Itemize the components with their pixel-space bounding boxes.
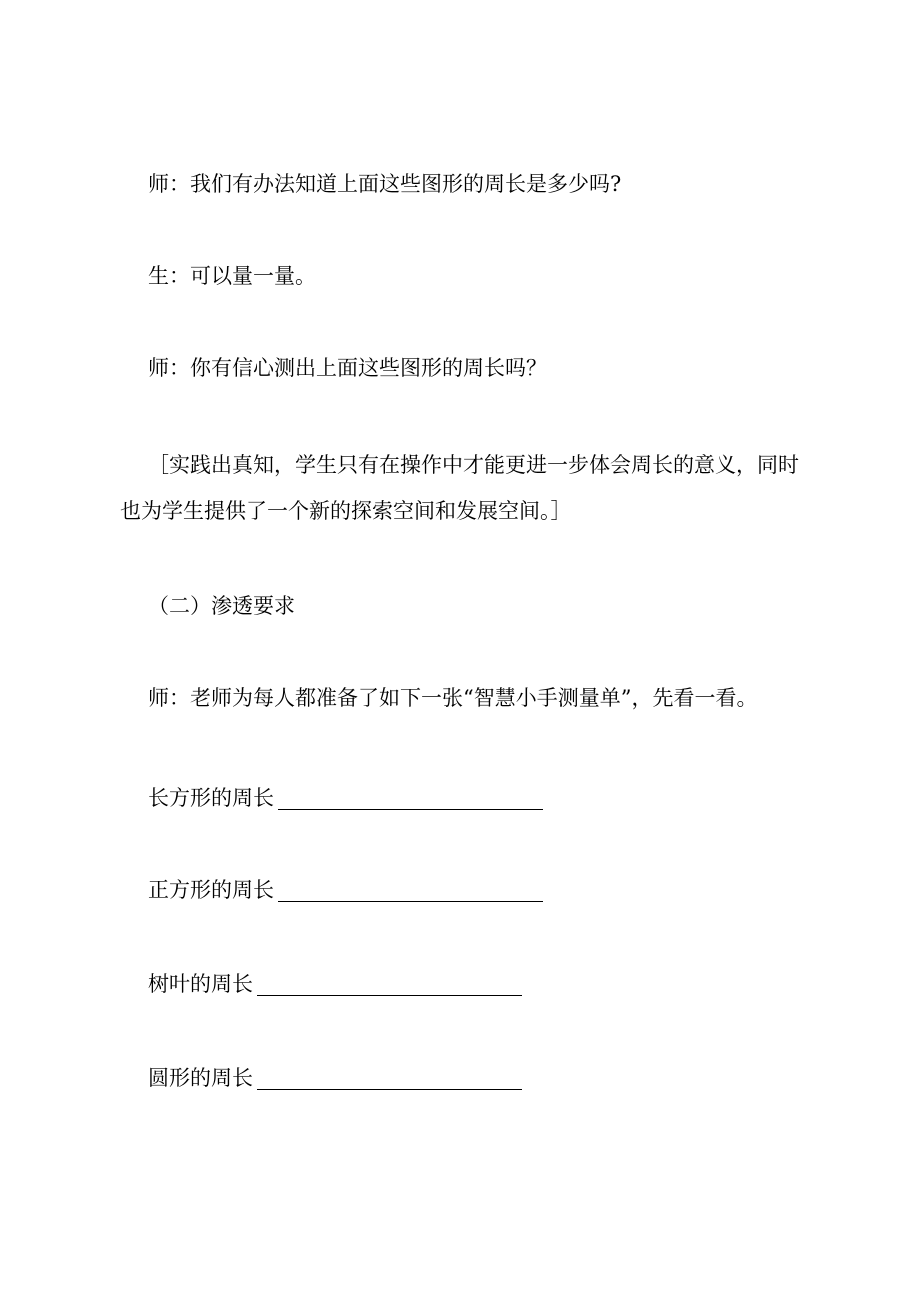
measure-label: 正方形的周长 — [148, 878, 274, 902]
measure-label: 长方形的周长 — [148, 786, 274, 810]
measure-row-rectangle — [148, 786, 543, 810]
section-heading: （二）渗透要求 — [148, 594, 295, 618]
answer-blank[interactable] — [278, 789, 543, 810]
measure-row-square — [148, 878, 543, 902]
dialogue-teacher-question-2: 师：你有信心测出上面这些图形的周长吗？ — [148, 356, 547, 380]
measure-label: 树叶的周长 — [148, 972, 253, 996]
dialogue-teacher-question-1: 师：我们有办法知道上面这些图形的周长是多少吗? — [148, 172, 622, 196]
teaching-note: ［实践出真知，学生只有在操作中才能更进一步体会周长的意义，同时也为学生提供了一个新的探索空间和发展空间。］ — [120, 453, 799, 523]
measure-row-leaf — [148, 972, 522, 996]
dialogue-student-answer: 生：可以量一量。 — [148, 264, 316, 288]
measure-label: 圆形的周长 — [148, 1066, 253, 1090]
answer-blank[interactable] — [257, 975, 522, 996]
measure-row-circle — [148, 1066, 522, 1090]
answer-blank[interactable] — [257, 1069, 522, 1090]
answer-blank[interactable] — [278, 881, 543, 902]
dialogue-teacher-instruction: 师：老师为每人都准备了如下一张“智慧小手测量单”，先看一看。 — [148, 686, 758, 710]
